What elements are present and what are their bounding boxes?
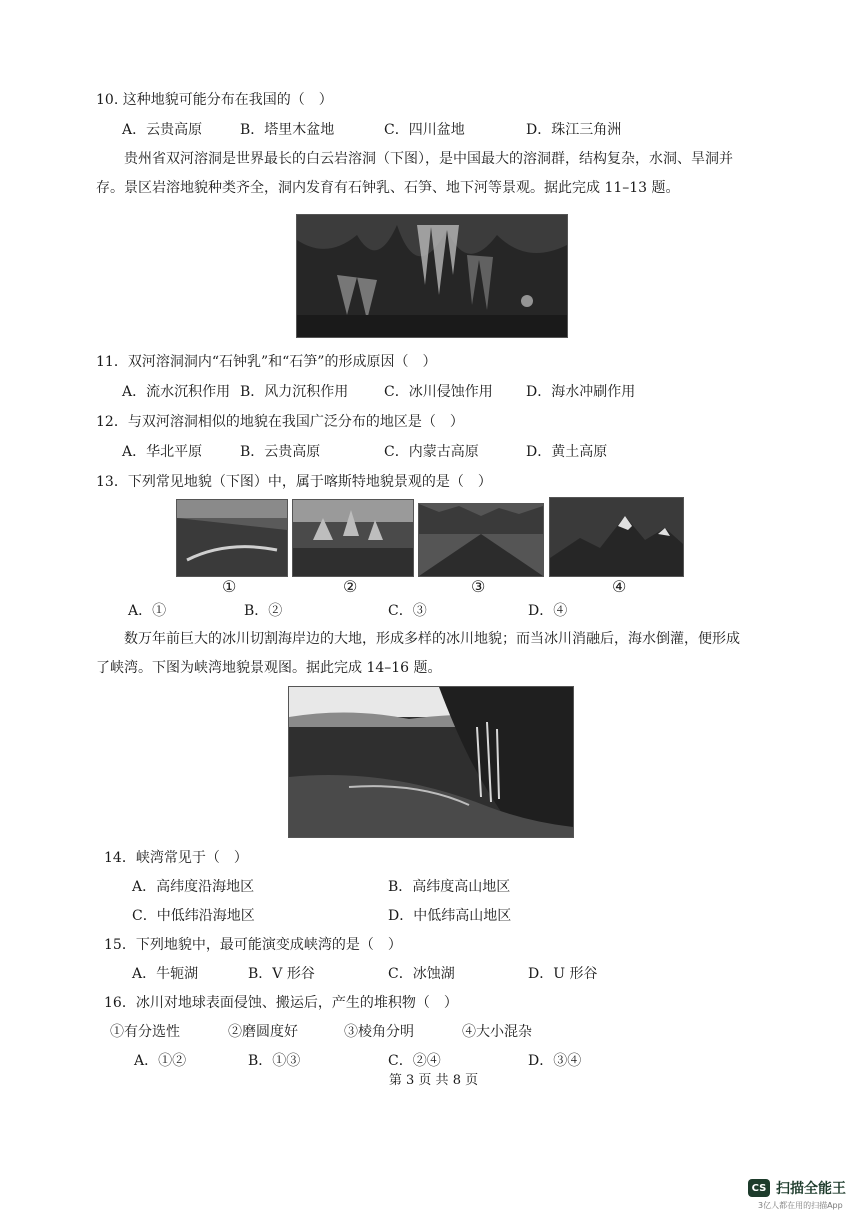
q14-option-a: A．高纬度沿海地区 — [132, 879, 255, 895]
q10-option-d: D．珠江三角洲 — [526, 122, 622, 138]
q10-option-c: C．四川盆地 — [384, 122, 465, 138]
q10-option-b: B．塔里木盆地 — [240, 122, 335, 138]
passage-fjord: 数万年前巨大的冰川切割海岸边的大地，形成多样的冰川地貌；而当冰川消融后，海水倒灌，便形成了峡湾。下图为峡湾地貌景观图。据此完成 14–16 题。 — [96, 631, 740, 676]
q13-option-c: C．③ — [388, 603, 427, 619]
q16-option-a: A．①② — [134, 1053, 187, 1069]
q11-option-a: A．流水沉积作用 — [122, 384, 231, 400]
q16-stem: 16．冰川对地球表面侵蚀、搬运后，产生的堆积物（ ） — [104, 995, 458, 1011]
q12-option-b: B．云贵高原 — [240, 444, 321, 460]
photo-label-4: ④ — [612, 577, 627, 596]
scanner-slogan: 3亿人都在用的扫描App — [758, 1201, 843, 1210]
q16-option-b: B．①③ — [248, 1053, 301, 1069]
scanner-logo — [748, 1178, 846, 1198]
q16-item-2: ②磨圆度好 — [228, 1024, 298, 1040]
q10-stem: 10. 这种地貌可能分布在我国的（ ） — [96, 92, 333, 108]
q14-option-d: D．中低纬高山地区 — [388, 908, 512, 924]
photo-label-3: ③ — [471, 577, 486, 596]
q11-option-d: D．海水冲刷作用 — [526, 384, 636, 400]
q11-option-c: C．冰川侵蚀作用 — [384, 384, 493, 400]
q13-option-a: A．① — [128, 603, 167, 619]
landform-photo-1 — [176, 499, 288, 577]
q15-option-b: B．V 形谷 — [248, 966, 315, 982]
q15-option-a: A．牛轭湖 — [132, 966, 199, 982]
q14-option-b: B．高纬度高山地区 — [388, 879, 511, 895]
photo-label-2: ② — [343, 577, 358, 596]
q15-stem: 15．下列地貌中，最可能演变成峡湾的是（ ） — [104, 937, 402, 953]
cave-photo — [296, 214, 568, 338]
cs-logo-icon: CS — [748, 1179, 770, 1197]
q10-option-a: A．云贵高原 — [122, 122, 203, 138]
q11-stem: 11．双河溶洞洞内“石钟乳”和“石笋”的形成原因（ ） — [96, 354, 437, 370]
q16-item-1: ①有分选性 — [110, 1024, 180, 1040]
passage-shuanghe-cave: 贵州省双河溶洞是世界最长的白云岩溶洞（下图），是中国最大的溶洞群，结构复杂，水洞、旱洞并存。景区岩溶地貌种类齐全，洞内发育有石钟乳、石笋、地下河等景观。据此完成 11–13 题。 — [96, 151, 733, 196]
q16-item-4: ④大小混杂 — [462, 1024, 532, 1040]
landform-photo-4 — [549, 497, 684, 577]
q16-option-c: C．②④ — [388, 1053, 441, 1069]
q16-option-d: D．③④ — [528, 1053, 582, 1069]
q15-option-d: D．U 形谷 — [528, 966, 598, 982]
q12-option-a: A．华北平原 — [122, 444, 203, 460]
landform-photo-2 — [292, 499, 414, 577]
q13-option-d: D．④ — [528, 603, 568, 619]
page-number: 第 3 页 共 8 页 — [388, 1073, 479, 1088]
q12-option-c: C．内蒙古高原 — [384, 444, 479, 460]
q11-option-b: B．风力沉积作用 — [240, 384, 349, 400]
landform-photo-3 — [418, 503, 544, 577]
fjord-photo — [288, 686, 574, 838]
q13-stem: 13．下列常见地貌（下图）中，属于喀斯特地貌景观的是（ ） — [96, 474, 492, 490]
q15-option-c: C．冰蚀湖 — [388, 966, 455, 982]
photo-label-1: ① — [222, 577, 237, 596]
scanner-brand-name: 扫描全能王 — [776, 1181, 846, 1197]
q14-option-c: C．中低纬沿海地区 — [132, 908, 255, 924]
q12-option-d: D．黄土高原 — [526, 444, 608, 460]
q16-item-3: ③棱角分明 — [344, 1024, 414, 1040]
q14-stem: 14．峡湾常见于（ ） — [104, 850, 248, 866]
q12-stem: 12．与双河溶洞相似的地貌在我国广泛分布的地区是（ ） — [96, 414, 464, 430]
q13-option-b: B．② — [244, 603, 283, 619]
